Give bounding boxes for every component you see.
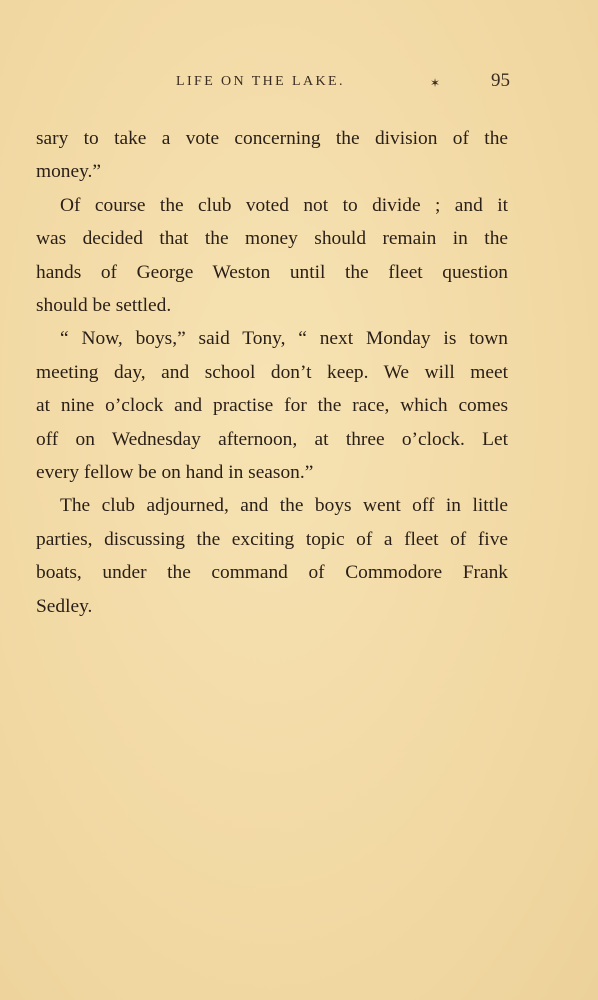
ornament-icon: ✶ (430, 76, 441, 90)
page-number: 95 (491, 70, 510, 91)
text-line: should be settled. (36, 295, 172, 317)
text-line: Of course the club voted not to divide ; and it (60, 194, 508, 216)
running-title: LIFE ON THE LAKE. (176, 74, 345, 89)
text-line: money.” (36, 161, 101, 183)
text-line: at nine o’clock and practise for the race, which comes (36, 395, 508, 417)
text-line: was decided that the money should remain in the (36, 228, 508, 250)
paragraph-3 (36, 322, 508, 489)
paragraph-4 (36, 489, 508, 623)
text-line: boats, under the command of Commodore Frank (36, 562, 508, 584)
text-line: The club adjourned, and the boys went off in little (60, 495, 508, 517)
text-line: parties, discussing the exciting topic of a fleet of five (36, 528, 508, 550)
text-line: meeting day, and school don’t keep. We will meet (36, 361, 508, 383)
text-line: Sedley. (36, 595, 93, 617)
text-line: hands of George Weston until the fleet question (36, 261, 508, 283)
text-line: every fellow be on hand in season.” (36, 462, 314, 484)
paragraph-1 (36, 122, 508, 189)
running-head (36, 70, 510, 94)
paragraph-2 (36, 189, 508, 323)
text-line: sary to take a vote concerning the division of the (36, 128, 508, 149)
body-text (36, 122, 508, 623)
text-line: off on Wednesday afternoon, at three o’clock. Let (36, 428, 508, 450)
text-line: “ Now, boys,” said Tony, “ next Monday is town (60, 328, 508, 350)
